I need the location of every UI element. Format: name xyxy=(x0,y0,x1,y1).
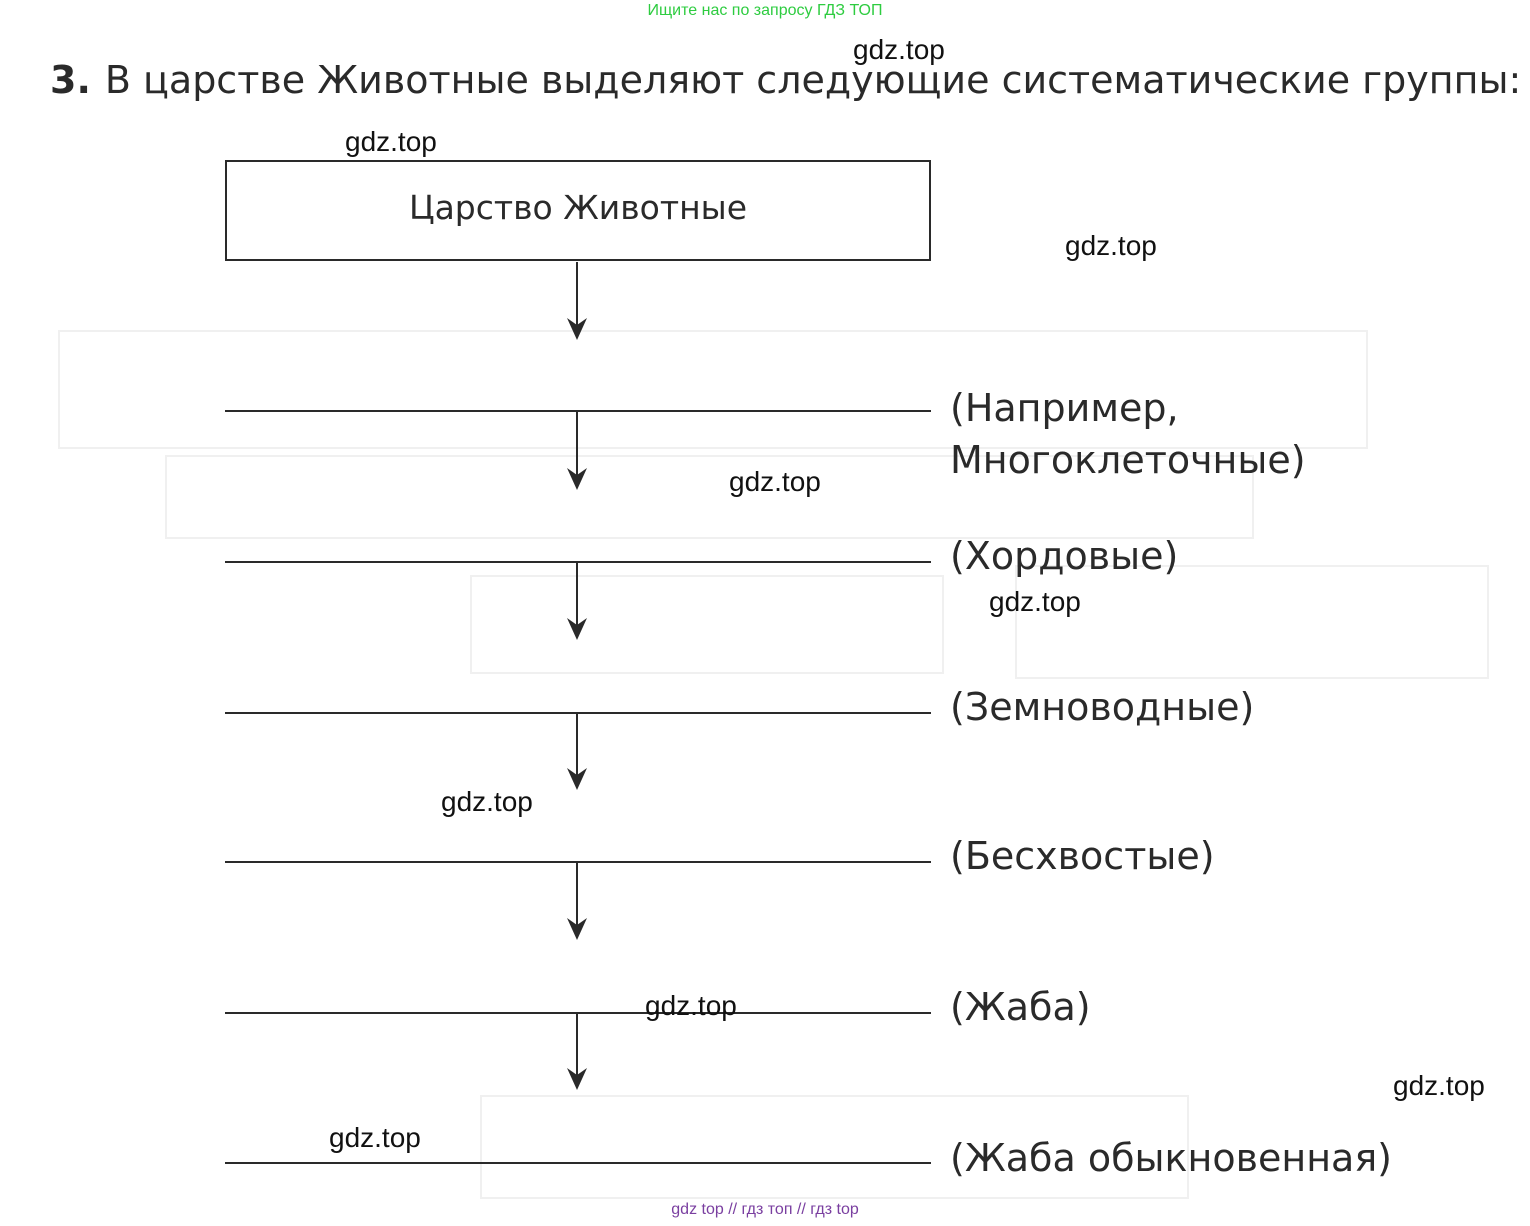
level-1-line-2: Многоклеточные) xyxy=(950,438,1306,482)
watermark: gdz.top xyxy=(329,1122,421,1153)
watermark: gdz.top xyxy=(645,990,737,1021)
task-number: 3. xyxy=(50,58,91,102)
level-1-answer xyxy=(950,382,1306,486)
level-3-line-1: (Земноводные) xyxy=(950,685,1255,729)
task-text: В царстве Животные выделяют следующие систематические группы: xyxy=(104,58,1522,102)
watermark: gdz.top xyxy=(441,786,533,817)
level-6-line-1: (Жаба обыкновенная) xyxy=(950,1136,1393,1180)
watermark: gdz.top xyxy=(729,466,821,497)
kingdom-label: Царство Животные xyxy=(408,188,748,227)
level-4-answer xyxy=(950,830,1215,882)
level-4-line-1: (Бесхвостые) xyxy=(950,834,1215,878)
level-2-line-1: (Хордовые) xyxy=(950,534,1179,578)
watermark: gdz.top xyxy=(853,34,945,65)
bottom-banner: gdz top // гдз топ // гдз top xyxy=(671,1201,859,1218)
level-3-answer xyxy=(950,681,1254,733)
level-6-answer xyxy=(950,1132,1392,1184)
level-5-line-1: (Жаба) xyxy=(950,985,1091,1029)
level-1-line-1: (Например, xyxy=(950,386,1179,430)
watermark: gdz.top xyxy=(1393,1070,1485,1101)
level-5-answer xyxy=(950,981,1091,1033)
watermark: gdz.top xyxy=(345,126,437,157)
top-banner: Ищите нас по запросу ГДЗ ТОП xyxy=(647,2,883,19)
watermark: gdz.top xyxy=(989,586,1081,617)
level-2-answer xyxy=(950,530,1178,582)
watermark: gdz.top xyxy=(1065,230,1157,261)
